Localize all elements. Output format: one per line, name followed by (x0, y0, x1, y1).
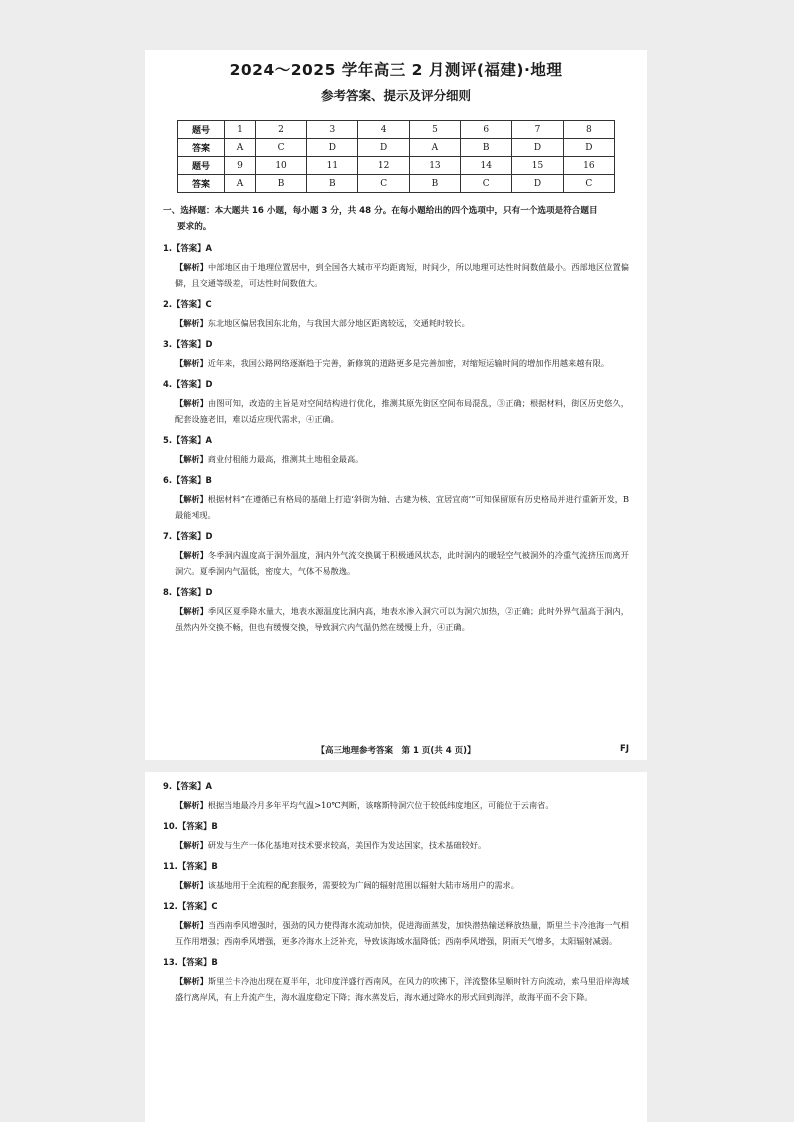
page-footer (163, 744, 629, 756)
question-answer: 9.【答案】A (163, 781, 212, 791)
answer-table-cell: A (225, 175, 256, 193)
explanation-tag: 【解析】 (175, 494, 208, 504)
explanation-text: 中部地区由于地理位置居中，到全国各大城市平均距离短，时间少，所以地理可达性时间数值最小。西部地区位置偏僻，且交通等级差，可达性时间数值大。 (175, 262, 629, 288)
answer-table-row-head: 题号 (178, 157, 225, 175)
section-heading (163, 203, 629, 235)
answer-table-cell: 3 (307, 121, 358, 139)
explanation-tag: 【解析】 (175, 880, 208, 890)
footer-code: FJ (620, 744, 629, 754)
answer-table-cell: B (409, 175, 460, 193)
answer-table-cell: C (461, 175, 512, 193)
explanation-text: 该基地用于全流程的配套服务，需要较为广阔的辐射范围以辐射大陆市场用户的需求。 (207, 880, 519, 890)
answer-table-row-head: 答案 (178, 139, 225, 157)
question-answer: 7.【答案】D (163, 531, 213, 541)
explanation-tag: 【解析】 (175, 920, 209, 930)
explanation-text: 当西南季风增强时，强劲的风力使得海水流动加快，促进海面蒸发，加快潜热输送释放热量，斯里兰卡冷池海一气相互作用增强；西南季风增强，更多冷海水上泛补充，导致该海域水温降低；西南季风增强，阴雨天气增多，太阳辐射减弱。 (175, 920, 629, 946)
answer-table-row (178, 157, 615, 175)
question-answer: 1.【答案】A (163, 243, 212, 253)
answer-table-cell: 8 (563, 121, 614, 139)
question-answer: 3.【答案】D (163, 339, 213, 349)
explanation-tag: 【解析】 (175, 976, 209, 986)
document-title: 2024～2025 学年高三 2 月测评(福建)·地理 (229, 61, 563, 79)
question-explanation (163, 395, 629, 427)
question-answer: 12.【答案】C (163, 901, 218, 911)
answer-table-cell: B (255, 175, 306, 193)
question-answer: 6.【答案】B (163, 475, 212, 485)
answer-table-cell: B (461, 139, 512, 157)
explanation-tag: 【解析】 (175, 840, 208, 850)
answer-table-cell: A (409, 139, 460, 157)
answer-table-cell: A (225, 139, 256, 157)
answer-table-cell: 14 (461, 157, 512, 175)
explanation-tag: 【解析】 (175, 358, 208, 368)
answer-table-cell: 10 (255, 157, 306, 175)
answer-table-row (178, 139, 615, 157)
explanation-tag: 【解析】 (175, 606, 209, 616)
section-heading-line1: 一、选择题：本大题共 16 小题，每小题 3 分，共 48 分。在每小题给出的四个选项中，只有一个选项是符合题目 (163, 206, 598, 216)
question-explanation (163, 451, 629, 467)
question-explanation (163, 547, 629, 579)
explanation-tag: 【解析】 (175, 550, 209, 560)
question-explanation (163, 355, 629, 371)
answer-table-row (178, 121, 615, 139)
answer-table-cell: 7 (512, 121, 563, 139)
answer-table-cell: D (563, 139, 614, 157)
answer-table-cell: D (512, 175, 563, 193)
question-explanation (163, 877, 629, 893)
explanation-text: 由图可知，改造的主旨是对空间结构进行优化，推测其原先街区空间布局混乱，③正确；根据材料，街区历史悠久，配套设施老旧，难以适应现代需求，④正确。 (175, 398, 629, 424)
explanation-text: 斯里兰卡冷池出现在夏半年，北印度洋盛行西南风，在风力的吹拂下，洋流整体呈顺时针方向流动，索马里沿岸海域盛行离岸风，有上升流产生，海水温度稳定下降；海水蒸发后，海水通过降水的形式回到海洋，故海平面不会下降。 (175, 976, 629, 1002)
answer-table-cell: 6 (461, 121, 512, 139)
explanation-tag: 【解析】 (175, 262, 209, 272)
explanation-text: 近年来，我国公路网络逐渐趋于完善，新修筑的道路更多是完善加密，对缩短运输时间的增加作用越来越有限。 (207, 358, 609, 368)
explanation-text: 研发与生产一体化基地对技术要求较高，美国作为发达国家，技术基础较好。 (207, 840, 487, 850)
question-explanation (163, 797, 629, 813)
answer-table-row (178, 175, 615, 193)
question-answer: 5.【答案】A (163, 435, 212, 445)
answer-table-row-head: 题号 (178, 121, 225, 139)
question-list-page-1 (163, 242, 629, 635)
answer-table-cell: C (358, 175, 409, 193)
question-answer: 13.【答案】B (163, 957, 218, 967)
question-explanation (163, 837, 629, 853)
answer-table-cell: 4 (358, 121, 409, 139)
explanation-text: 根据材料“在遵循已有格局的基础上打造‘斜街为轴、古建为核、宜居宜商’”可知保留原有历史格局并进行重新开发，B最能체现。 (175, 494, 629, 520)
explanation-tag: 【解析】 (175, 454, 208, 464)
answer-table-cell: B (307, 175, 358, 193)
answer-table (177, 120, 615, 193)
answer-table-cell: 12 (358, 157, 409, 175)
question-explanation (163, 315, 629, 331)
question-answer: 2.【答案】C (163, 299, 212, 309)
document-subtitle: 参考答案、提示及评分细则 (320, 88, 471, 103)
answer-table-cell: 9 (225, 157, 256, 175)
explanation-tag: 【解析】 (175, 398, 209, 408)
answer-table-cell: C (255, 139, 306, 157)
answer-table-row-head: 答案 (178, 175, 225, 193)
explanation-text: 商业付租能力最高，推测其土地租金最高。 (207, 454, 364, 464)
answer-table-cell: 16 (563, 157, 614, 175)
question-answer: 4.【答案】D (163, 379, 213, 389)
question-answer: 11.【答案】B (163, 861, 218, 871)
answer-table-cell: 2 (255, 121, 306, 139)
page-1 (145, 50, 647, 760)
footer-text: 【高三地理参考答案 第 1 页(共 4 页)】 (316, 746, 476, 756)
question-explanation (163, 973, 629, 1005)
answer-table-cell: 5 (409, 121, 460, 139)
question-answer: 8.【答案】D (163, 587, 213, 597)
explanation-text: 冬季洞内温度高于洞外温度，洞内外气流交换属于积极通风状态，此时洞内的暖轻空气被洞外的冷重气流挤压而离开洞穴。夏季洞内气温低，密度大，气体不易散逸。 (175, 550, 629, 576)
explanation-tag: 【解析】 (175, 800, 208, 810)
explanation-tag: 【解析】 (175, 318, 208, 328)
answer-table-cell: D (358, 139, 409, 157)
question-list-page-2 (163, 780, 629, 1005)
answer-table-cell: D (307, 139, 358, 157)
question-explanation (163, 491, 629, 523)
explanation-text: 季风区夏季降水量大，地表水源温度比洞内高，地表水渗入洞穴可以为洞穴加热，②正确；此时外界气温高于洞内，虽然内外交换不畅，但也有缓慢交换，导致洞穴内气温仍然在缓慢上升，④正确。 (175, 606, 629, 632)
page-2 (145, 772, 647, 1122)
question-explanation (163, 259, 629, 291)
question-answer: 10.【答案】B (163, 821, 218, 831)
question-explanation (163, 603, 629, 635)
answer-table-cell: D (512, 139, 563, 157)
answer-table-cell: 1 (225, 121, 256, 139)
answer-table-cell: 13 (409, 157, 460, 175)
question-explanation (163, 917, 629, 949)
answer-table-cell: 15 (512, 157, 563, 175)
answer-table-cell: 11 (307, 157, 358, 175)
answer-table-cell: C (563, 175, 614, 193)
explanation-text: 东北地区偏居我国东北角，与我国大部分地区距离较远，交通耗时较长。 (207, 318, 470, 328)
section-heading-line2: 要求的。 (177, 222, 212, 232)
explanation-text: 根据当地最冷月多年平均气温>10℃判断，该喀斯特洞穴位于较低纬度地区，可能位于云南省。 (207, 800, 554, 810)
